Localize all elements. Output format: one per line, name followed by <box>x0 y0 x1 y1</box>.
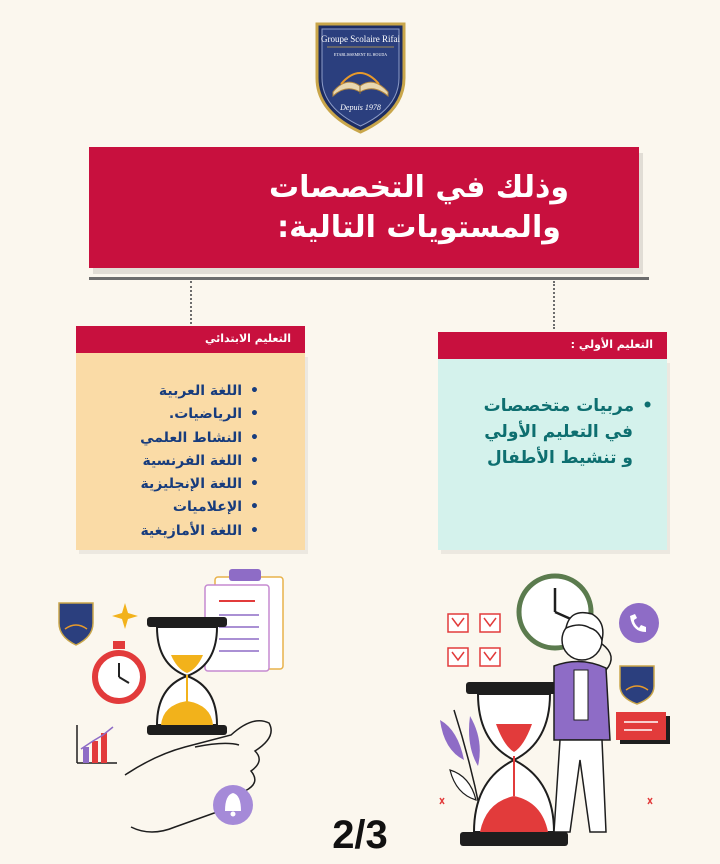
bell-icon <box>213 785 253 825</box>
phone-icon <box>619 603 659 643</box>
school-crest-icon <box>59 603 93 645</box>
primary-subject-list <box>140 380 259 543</box>
list-item: • اللغة الإنجليزية <box>140 476 259 493</box>
page-number: 2/3 <box>332 813 388 857</box>
logo-subtitle: ETABLISSEMENT EL HOUDA <box>333 52 388 57</box>
title-line-1: وذلك في التخصصات <box>268 169 570 205</box>
connector-line <box>89 277 649 280</box>
hourglass-hand-illustration <box>55 565 300 855</box>
logo-since: Depuis 1978 <box>340 103 381 112</box>
preschool-list <box>484 393 653 471</box>
list-item: • اللغة العربية <box>158 383 259 399</box>
hourglass-icon <box>147 617 227 735</box>
stopwatch-icon <box>95 641 143 701</box>
bar-chart-icon <box>77 725 117 763</box>
woman-figure <box>554 613 611 832</box>
title-line-2: والمستويات التالية: <box>277 209 561 245</box>
list-item: • النشاط العلمي <box>140 429 259 446</box>
school-crest-icon <box>620 666 654 704</box>
primary-box <box>76 353 305 550</box>
sparkle-icon <box>112 603 138 629</box>
list-item: • الرياضيات. <box>168 406 259 423</box>
chat-bubble-icon <box>616 712 670 744</box>
primary-header: التعليم الابتدائي <box>76 326 305 353</box>
list-item: •مربيات متخصصات في التعليم الأولي و تنشيط الأطفال <box>483 396 653 468</box>
hourglass-icon <box>460 682 568 846</box>
title-banner <box>89 147 639 268</box>
list-item: • اللغة الأمازيغية <box>140 522 259 539</box>
woman-hourglass-illustration <box>430 570 680 855</box>
preschool-header: التعليم الأولي : <box>438 332 667 359</box>
connector-dotted-right <box>553 281 555 329</box>
connector-dotted-left <box>190 281 192 328</box>
list-item: • اللغة الفرنسية <box>142 452 259 469</box>
logo-name: Groupe Scolaire Rifai <box>321 34 400 44</box>
school-crest-icon <box>313 20 408 135</box>
list-item: • الإعلاميات <box>172 499 259 516</box>
preschool-box <box>438 359 667 550</box>
